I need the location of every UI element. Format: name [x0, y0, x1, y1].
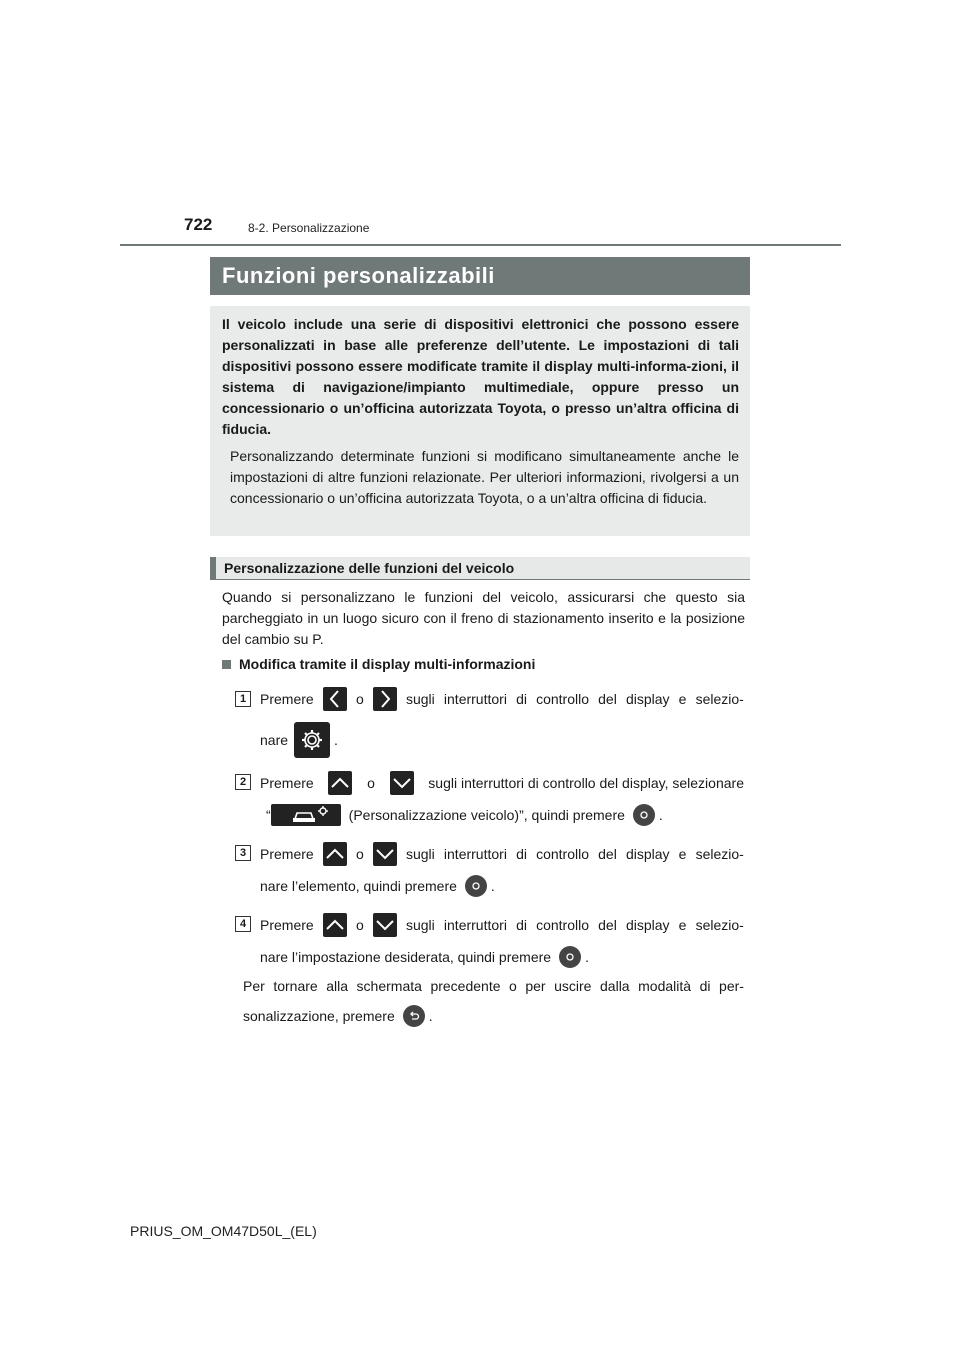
- method-heading-text: Modifica tramite il display multi-informazioni: [239, 656, 536, 672]
- vehicle-settings-icon: [271, 804, 341, 826]
- word: dalla: [600, 978, 630, 994]
- word: o: [355, 846, 364, 862]
- word: .: [585, 949, 589, 965]
- word: di: [516, 917, 527, 933]
- word: di: [516, 846, 527, 862]
- step-1-line-2: [260, 721, 338, 759]
- page-title: Funzioni personalizzabili: [210, 257, 750, 295]
- word: nare: [260, 732, 289, 748]
- text: nare l’impostazione desiderata, quindi premere: [260, 949, 552, 965]
- closing-line-2: [243, 1005, 433, 1027]
- word: per-: [719, 978, 744, 994]
- ok-button-icon: [465, 875, 487, 897]
- word: .: [490, 878, 495, 894]
- text: (Personalizzazione veicolo)”, quindi premere: [348, 807, 625, 823]
- word: sugli: [405, 846, 435, 862]
- word: e: [678, 691, 687, 707]
- chevron-left-icon: [323, 687, 347, 711]
- step-number-4: 4: [235, 916, 251, 932]
- word: uscire: [554, 978, 592, 994]
- step-4-line-2: [260, 946, 589, 968]
- word: selezio-: [695, 846, 744, 862]
- step-number-1: 1: [235, 691, 251, 707]
- step-2-line-2: [266, 804, 663, 826]
- step-1-line-1: [260, 687, 744, 711]
- word: e: [678, 846, 687, 862]
- word: controllo: [536, 691, 590, 707]
- word: Per: [243, 978, 265, 994]
- intro-box: [210, 306, 750, 536]
- text: sugli interruttori di controllo del display, selezionare: [428, 775, 744, 791]
- chevron-up-icon: [323, 913, 347, 937]
- word: selezio-: [695, 691, 744, 707]
- word: del: [598, 917, 617, 933]
- word: Premere: [260, 917, 314, 933]
- word: selezio-: [695, 917, 744, 933]
- word: schermata: [356, 978, 422, 994]
- word: interruttori: [443, 846, 507, 862]
- chevron-up-icon: [328, 771, 352, 795]
- step-2-line-1: [260, 771, 744, 795]
- chevron-down-icon: [373, 842, 397, 866]
- word: controllo: [536, 917, 590, 933]
- word: .: [658, 807, 663, 823]
- word: interruttori: [443, 917, 507, 933]
- word: Premere: [260, 846, 314, 862]
- word: .: [334, 732, 338, 748]
- word: sugli: [405, 917, 435, 933]
- step-number-2: 2: [235, 774, 251, 790]
- back-arrow-icon: [403, 1005, 425, 1027]
- word: .: [428, 1008, 433, 1024]
- word: del: [598, 846, 617, 862]
- intro-note: Personalizzando determinate funzioni si modificano simultaneamente anche le impostazioni di altre funzioni relazionate. Per ulteriori informazioni, rivolgersi a un concessionario o un’officina autorizzata Toyota, o a un’altra officina di fiducia.: [230, 448, 739, 506]
- word: controllo: [536, 846, 590, 862]
- word: precedente: [430, 978, 501, 994]
- section-reference: 8-2. Personalizzazione: [248, 221, 370, 235]
- word: interruttori: [443, 691, 507, 707]
- text: nare l’elemento, quindi premere: [260, 878, 457, 894]
- gear-icon: [294, 722, 330, 758]
- word: alla: [326, 978, 349, 994]
- chevron-down-icon: [373, 913, 397, 937]
- word: display: [625, 917, 670, 933]
- method-heading: [222, 656, 535, 672]
- word: di: [699, 978, 711, 994]
- word: o: [509, 978, 517, 994]
- body-paragraph: Quando si personalizzano le funzioni del veicolo, assicurarsi che questo sia parcheggiato in un luogo sicuro con il freno di stazionamento inserito e la posizione del cambio su P.: [222, 589, 745, 647]
- word: o: [355, 691, 364, 707]
- text: sonalizzazione, premere: [243, 1008, 395, 1024]
- step-3-line-1: [260, 842, 744, 866]
- word: e: [678, 917, 687, 933]
- word: o: [367, 775, 375, 791]
- step-number-3: 3: [235, 845, 251, 861]
- word: di: [516, 691, 527, 707]
- word: sugli: [405, 691, 435, 707]
- chevron-up-icon: [323, 842, 347, 866]
- word: del: [598, 691, 617, 707]
- step-4-line-1: [260, 913, 744, 937]
- ok-button-icon: [559, 946, 581, 968]
- chevron-right-icon: [373, 687, 397, 711]
- word: tornare: [273, 978, 318, 994]
- word: display: [625, 691, 670, 707]
- word: “: [266, 807, 271, 823]
- word: display: [625, 846, 670, 862]
- word: Premere: [260, 691, 314, 707]
- header-rule: [120, 244, 841, 246]
- word: o: [355, 917, 364, 933]
- square-bullet-icon: [222, 660, 231, 669]
- ok-button-icon: [633, 804, 655, 826]
- closing-line-1: [243, 975, 744, 997]
- document-id: PRIUS_OM_OM47D50L_(EL): [130, 1223, 317, 1239]
- intro-text: Il veicolo include una serie di dispositivi elettronici che possono essere personalizzati in base alle preferenze dell’utente. Le impostazioni di tali dispositivi possono essere modificate tramite il display multi-informa-zioni, il sistema di navigazione/impianto multimediale, oppure presso un concessionario o un’officina autorizzata Toyota, o presso un’altra officina di fiducia.: [222, 316, 739, 437]
- word: per: [525, 978, 546, 994]
- chevron-down-icon: [390, 771, 414, 795]
- step-3-line-2: [260, 875, 495, 897]
- word: Premere: [260, 775, 314, 791]
- subsection-heading: Personalizzazione delle funzioni del veicolo: [210, 557, 750, 580]
- word: modalità: [638, 978, 692, 994]
- page-number: 722: [184, 215, 213, 234]
